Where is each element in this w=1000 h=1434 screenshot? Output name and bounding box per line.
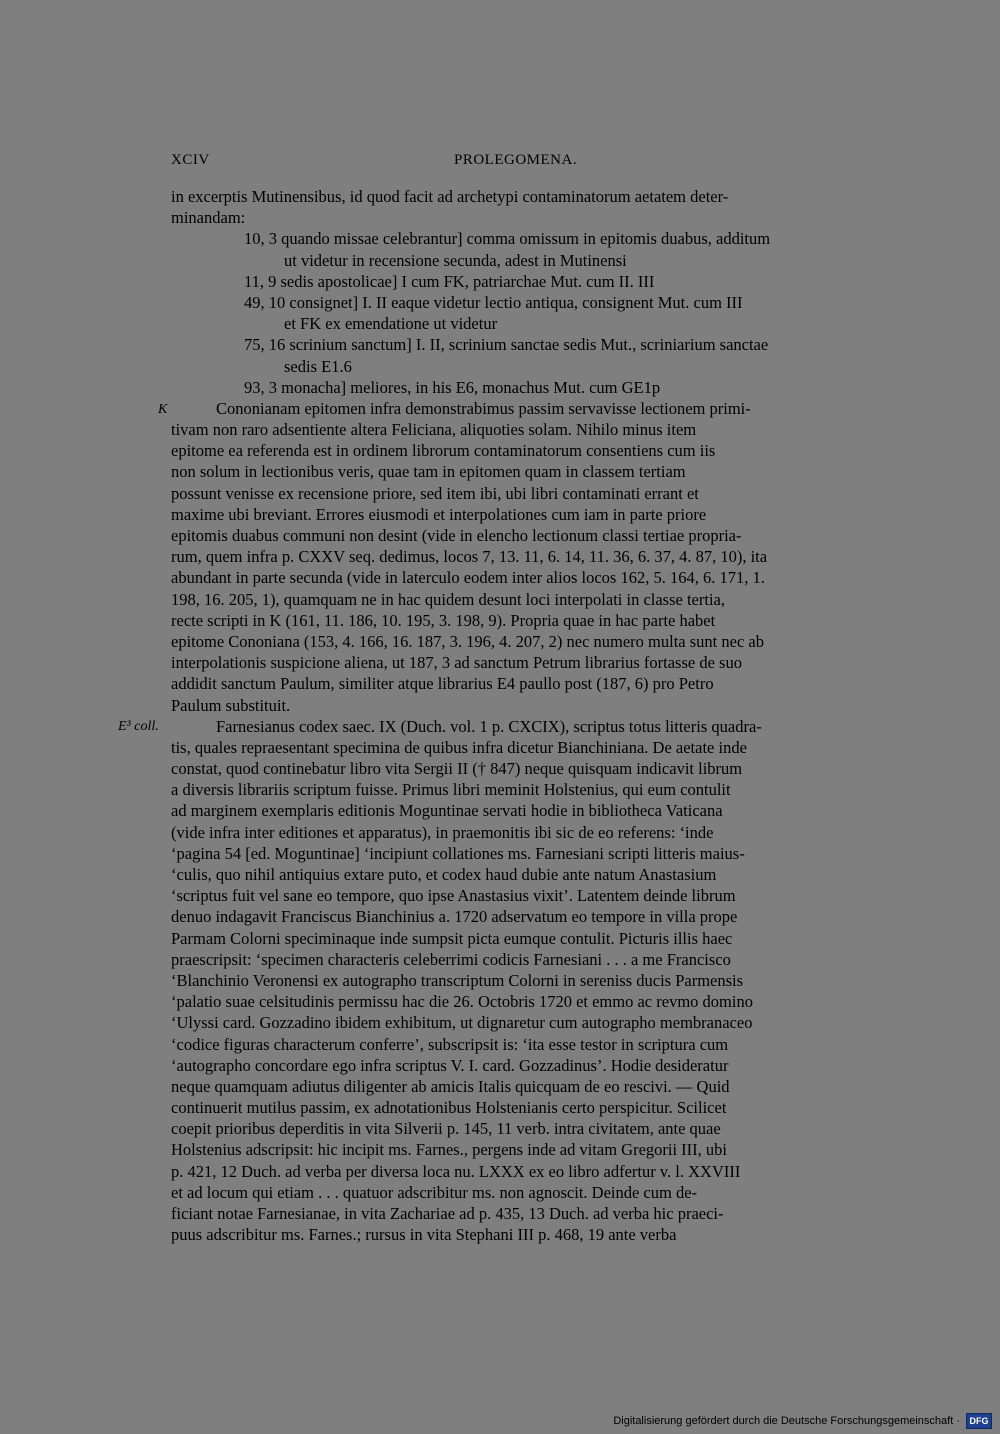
text-line: interpolationis suspicione aliena, ut 187, 3 ad sanctum Petrum librarius fortasse de suo — [171, 653, 742, 673]
text-line: Holstenius adscripsit: hic incipit ms. Farnes., pergens inde ad vitam Gregorii III, ubi — [171, 1140, 728, 1160]
text-line: ‘autographo concordare ego infra scriptus V. I. card. Gozzadinus’. Hodie desideratur — [171, 1055, 729, 1075]
text-line: coepit prioribus deperditis in vita Silverii p. 145, 11 verb. intra civitatem, ante quae — [171, 1119, 721, 1139]
text-line: sedis E1.6 — [284, 356, 352, 376]
dfg-logo: DFG — [966, 1413, 992, 1429]
text-line: 93, 3 monacha] meliores, in his E6, monachus Mut. cum GE1p — [244, 377, 661, 397]
text-line: ‘palatio suae celsitudinis permissu hac die 26. Octobris 1720 et emmo ac revmo domino — [171, 992, 753, 1012]
text-line: maxime ubi breviant. Errores eiusmodi et interpolationes cum iam in parte priore — [171, 504, 707, 524]
text-line: constat, quod continebatur libro vita Sergii II († 847) neque quisquam indicavit librum — [171, 759, 743, 779]
text-line: ‘culis, quo nihil antiquius extare puto, et codex haud dubie ante natum Anastasium — [171, 865, 717, 884]
funding-text: Digitalisierung gefördert durch die Deutsche Forschungsgemeinschaft · — [613, 1415, 960, 1427]
text-line: a diversis librariis scriptum fuisse. Primus libri meminit Holstenius, qui eum contulit — [171, 780, 731, 800]
text-line: 49, 10 consignet] I. II eaque videtur lectio antiqua, consignent Mut. cum III — [244, 292, 743, 312]
text-line: continuerit mutilus passim, ex adnotationibus Holstenianis certo perspicitur. Scilicet — [171, 1098, 727, 1118]
text-line: (vide infra inter editiones et apparatus), in praemonitis ibi sic de eo referens: ‘inde — [171, 822, 714, 842]
running-title: PROLEGOMENA. — [454, 152, 578, 168]
margin-label-e3: E³ coll. — [118, 719, 159, 734]
funding-footer — [613, 1412, 992, 1430]
text-line: p. 421, 12 Duch. ad verba per diversa loca nu. LXXX ex eo libro adfertur v. l. XXVIII — [171, 1161, 741, 1181]
body-text — [171, 186, 847, 1245]
running-header — [171, 152, 847, 172]
text-line: ‘Blanchinio Veronensi ex autographo transcriptum Colorni in sereniss ducis Parmensis — [171, 970, 744, 990]
text-line: possunt venisse ex recensione priore, sed item ibi, ubi libri contaminati errant et — [171, 483, 699, 503]
text-line: et FK ex emendatione ut videtur — [284, 314, 498, 334]
text-line: minandam: — [171, 208, 246, 228]
text-line: ficiant notae Farnesianae, in vita Zachariae ad p. 435, 13 Duch. ad verba hic praeci- — [171, 1204, 724, 1223]
text-line: Parmam Colorni speciminaque inde sumpsit picta eumque contulit. Picturis illis haec — [171, 928, 733, 948]
text-line: epitomis duabus communi non desint (vide in elencho lectionum classi tertiae propria- — [171, 526, 742, 545]
text-line: tivam non raro adsentiente altera Feliciana, aliquoties solam. Nihilo minus item — [171, 420, 697, 440]
text-line: Paulum substituit. — [171, 695, 291, 715]
text-line: et ad locum qui etiam . . . quatuor adscribitur ms. non agnoscit. Deinde cum de- — [171, 1182, 698, 1202]
text-line: praescripsit: ‘specimen characteris celeberrimi codicis Farnesiani . . . a me Francisco — [171, 949, 731, 969]
page-number: XCIV — [171, 152, 210, 168]
text-line: 10, 3 quando missae celebrantur] comma omissum in epitomis duabus, additum — [244, 229, 771, 249]
text-line: denuo indagavit Franciscus Bianchinius a. 1720 adservatum eo tempore in villa prope — [171, 907, 738, 927]
margin-label-k: K — [158, 402, 168, 417]
text-line: tis, quales repraesentant specimina de quibus infra dicetur Bianchiniana. De aetate inde — [171, 737, 747, 757]
text-line: in excerptis Mutinensibus, id quod facit ad archetypi contaminatorum aetatem deter- — [171, 187, 729, 206]
text-line: non solum in lectionibus veris, quae tam in epitomen quam in classem tertiam — [171, 462, 686, 482]
text-line: rum, quem infra p. CXXV seq. dedimus, locos 7, 13. 11, 6. 14, 11. 36, 6. 37, 4. 87, 10), ita — [171, 547, 768, 567]
text-line: abundant in parte secunda (vide in laterculo eodem inter alios locos 162, 5. 164, 6. 171, 1. — [171, 568, 765, 588]
text-line: epitome Cononiana (153, 4. 166, 16. 187, 3. 196, 4. 207, 2) nec numero multa sunt nec ab — [171, 631, 764, 651]
text-line: ‘scriptus fuit vel sane eo tempore, quo ipse Anastasius vixit’. Latentem deinde librum — [171, 886, 736, 906]
text-line: ut videtur in recensione secunda, adest in Mutinensi — [284, 250, 627, 270]
text-line: ‘pagina 54 [ed. Moguntinae] ‘incipiunt collationes ms. Farnesiani scripti litteris maius- — [171, 843, 745, 863]
text-line: ‘Ulyssi card. Gozzadino ibidem exhibitum, ut dignaretur cum autographo membranaceo — [171, 1013, 753, 1033]
text-line: 11, 9 sedis apostolicae] I cum FK, patriarchae Mut. cum II. III — [244, 271, 655, 291]
text-line: recte scripti in K (161, 11. 186, 10. 195, 3. 198, 9). Propria quae in hac parte habet — [171, 610, 716, 630]
text-line: addidit sanctum Paulum, similiter atque librarius E4 paullo post (187, 6) pro Petro — [171, 674, 714, 694]
text-line: epitome ea referenda est in ordinem librorum contaminatorum consentiens cum iis — [171, 441, 716, 461]
text-line: Farnesianus codex saec. IX (Duch. vol. 1 p. CXCIX), scriptus totus litteris quadra- — [216, 716, 762, 736]
text-line: puus adscribitur ms. Farnes.; rursus in vita Stephani III p. 468, 19 ante verba — [171, 1225, 677, 1245]
text-line: neque quamquam adiutus diligenter ab amicis Italis quicquam de eo rescivi. — Quid — [171, 1076, 730, 1096]
text-line: 75, 16 scrinium sanctum] I. II, scrinium sanctae sedis Mut., scriniarium sanctae — [244, 335, 769, 355]
text-line: Cononianam epitomen infra demonstrabimus passim servavisse lectionem primi- — [216, 398, 751, 418]
text-line: 198, 16. 205, 1), quamquam ne in hac quidem desunt loci interpolati in classe tertia, — [171, 589, 725, 609]
text-line: ‘codice figuras characterum conferre’, subscripsit is: ‘ita esse testor in scriptura cum — [171, 1034, 729, 1054]
text-line: ad marginem exemplaris editionis Moguntinae servati hodie in bibliotheca Vaticana — [171, 801, 723, 821]
